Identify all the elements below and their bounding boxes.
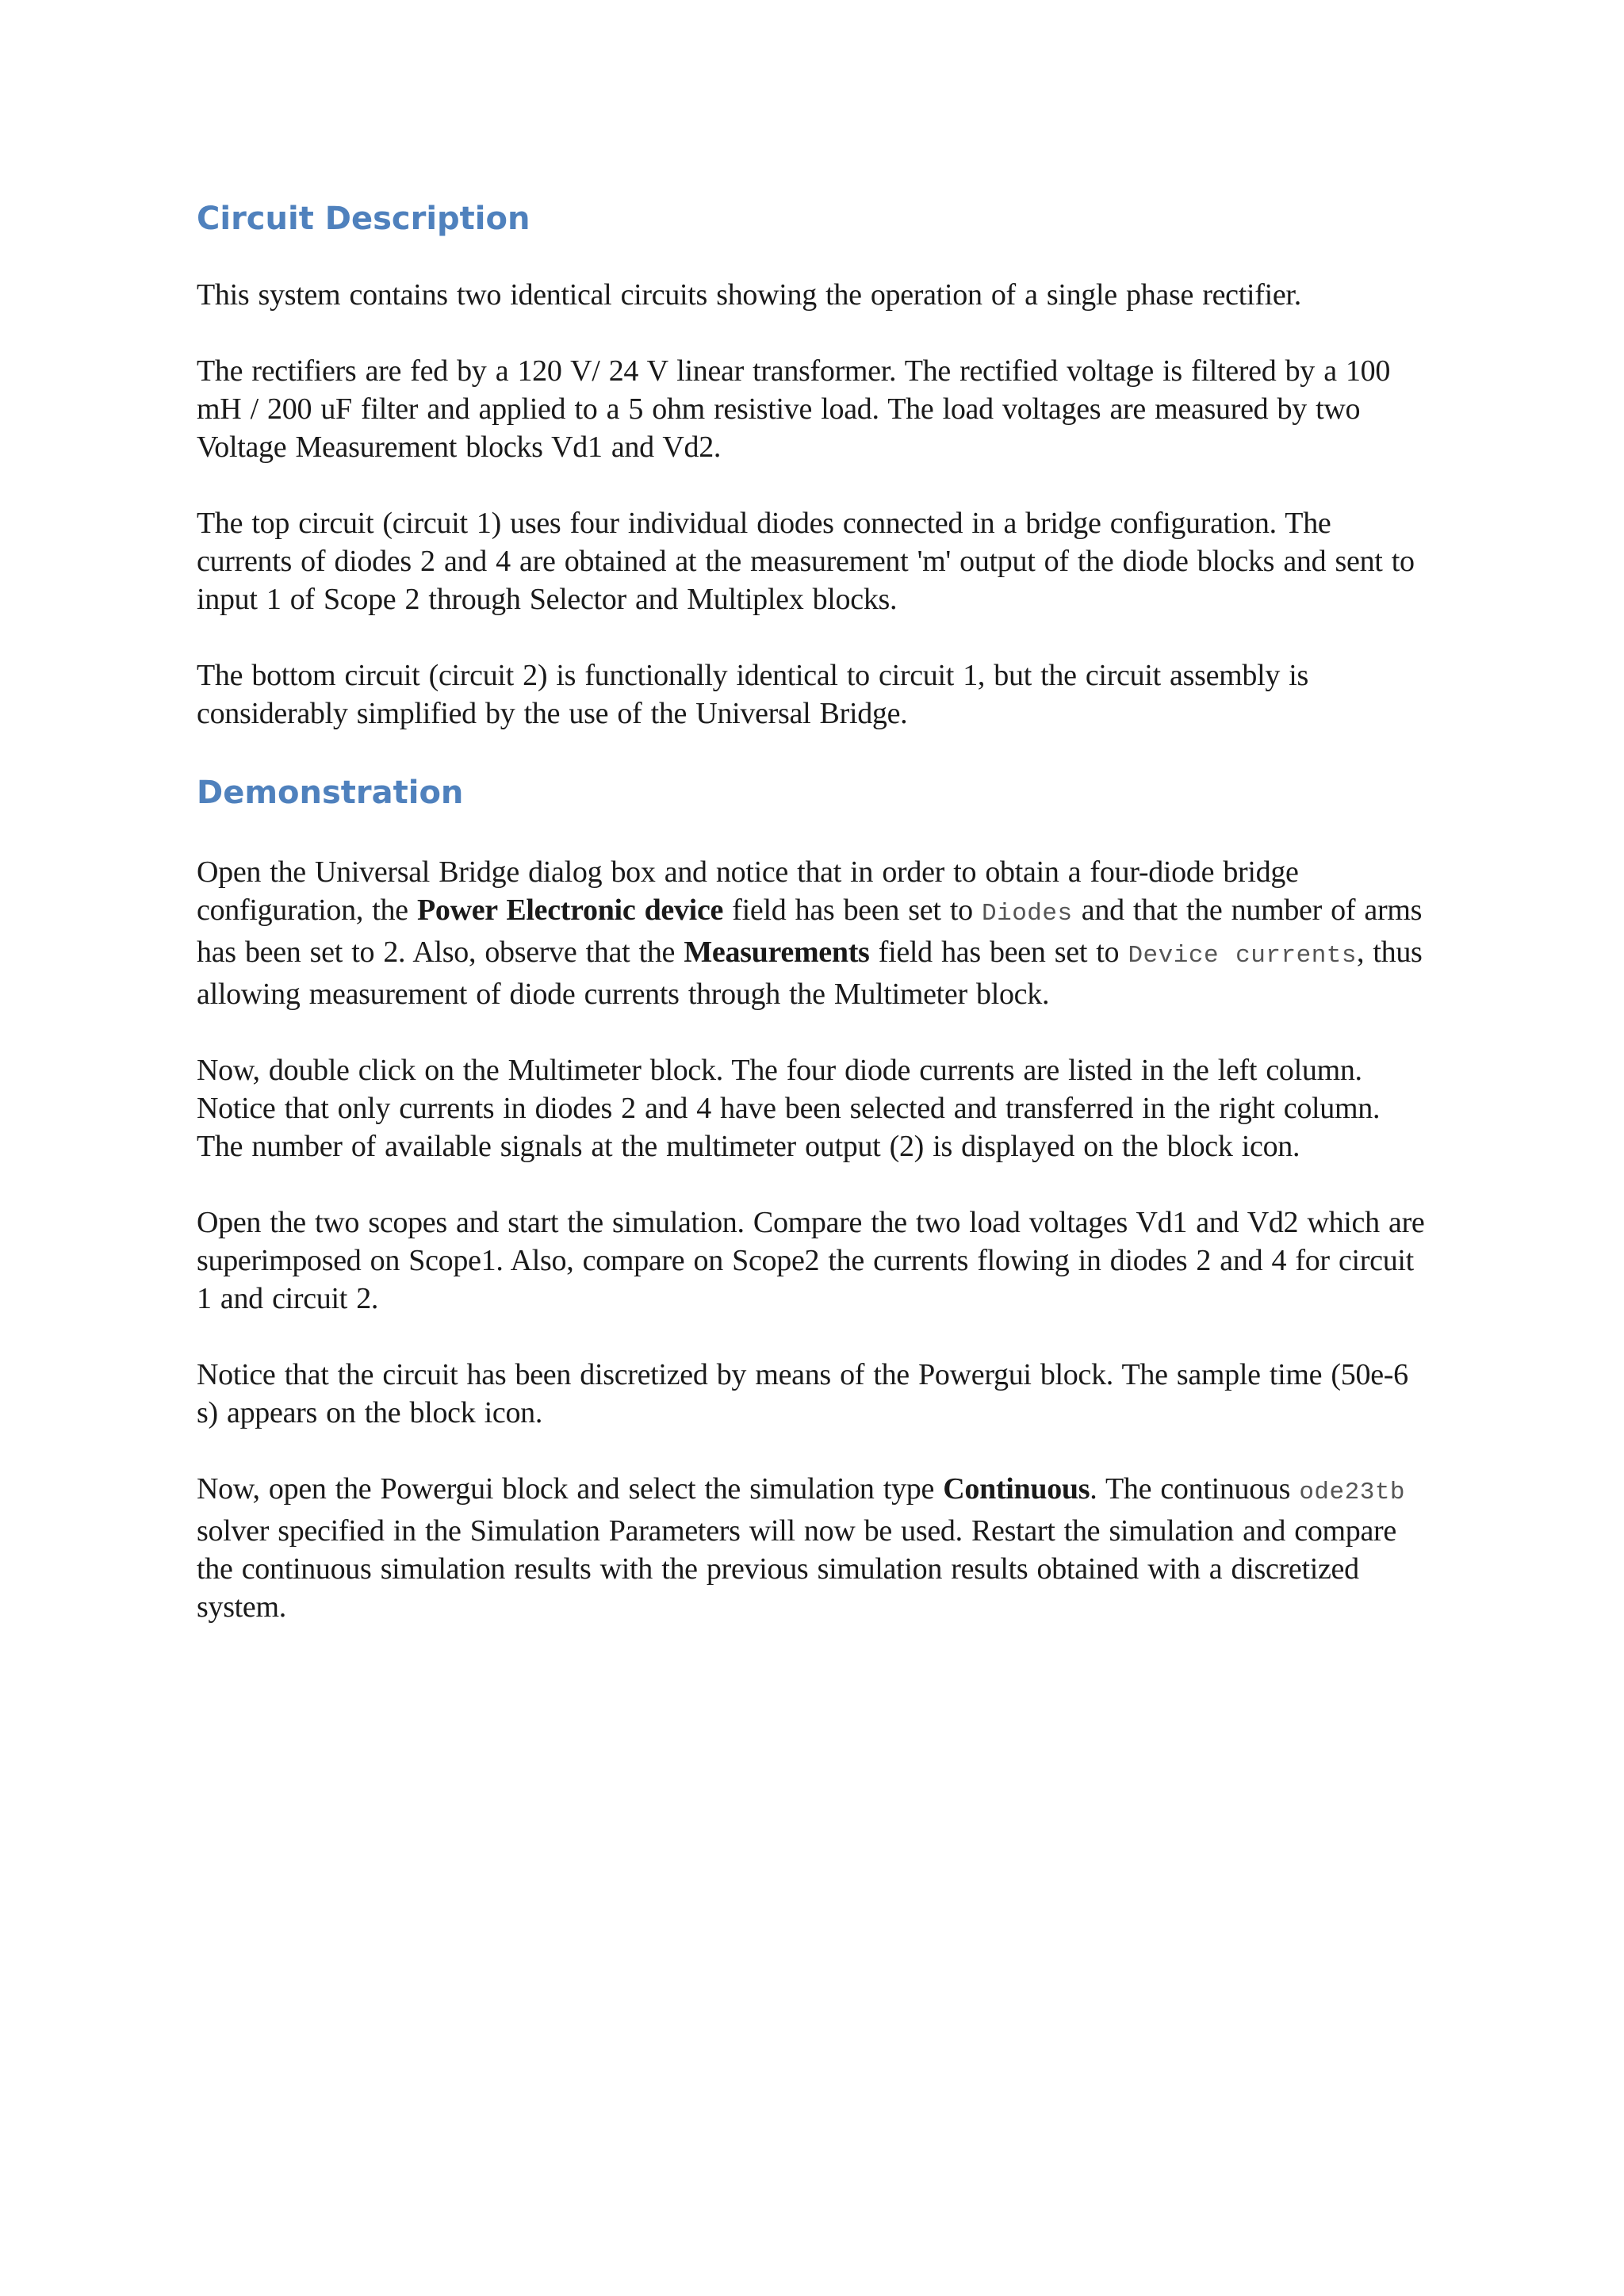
paragraph-discretized: Notice that the circuit has been discretized by means of the Powergui block. The sample time (50e-6 s) appears on the block icon. bbox=[197, 1358, 1408, 1429]
code-device-currents: Device currents bbox=[1128, 942, 1357, 970]
paragraph-universal-bridge bbox=[197, 853, 1427, 1013]
text-run: field has been set to bbox=[869, 936, 1128, 969]
heading-demonstration: Demonstration bbox=[197, 775, 464, 811]
text-run: , thus allowing measurement of diode currents through the Multimeter block. bbox=[197, 936, 1423, 1011]
heading-circuit-description: Circuit Description bbox=[197, 201, 530, 237]
paragraph-powergui bbox=[197, 1470, 1427, 1626]
paragraph-top-circuit: The top circuit (circuit 1) uses four individual diodes connected in a bridge configuration. The currents of diodes 2 and 4 are obtained at the measurement 'm' output of the diode blocks and sent to input 1 of Scope 2 through Selector and Multiplex blocks. bbox=[197, 507, 1415, 616]
text-run: . The continuous bbox=[1090, 1472, 1300, 1506]
text-run: field has been set to bbox=[723, 894, 982, 927]
code-diodes: Diodes bbox=[981, 900, 1073, 928]
code-ode23tb: ode23tb bbox=[1299, 1479, 1406, 1506]
paragraph-bottom-circuit: The bottom circuit (circuit 2) is functionally identical to circuit 1, but the circuit assembly is considerably simplified by the use of the Universal Bridge. bbox=[197, 659, 1308, 730]
text-run: Open the Universal Bridge dialog box and notice that in order to obtain a four-diode bridge configuration, the bbox=[197, 855, 1299, 927]
text-run: solver specified in the Simulation Parameters will now be used. Restart the simulation and compare the continuous simulation results with the previous simulation results obtained with a discretized system. bbox=[197, 1514, 1396, 1624]
text-run: Now, open the Powergui block and select the simulation type bbox=[197, 1472, 944, 1506]
bold-power-electronic-device: Power Electronic device bbox=[416, 894, 724, 927]
paragraph-scopes: Open the two scopes and start the simulation. Compare the two load voltages Vd1 and Vd2 which are superimposed on Scope1. Also, compare on Scope2 the currents flowing in diodes 2 and 4 for circuit 1 and circuit 2. bbox=[197, 1206, 1425, 1315]
paragraph-intro: This system contains two identical circuits showing the operation of a single phase rectifier. bbox=[197, 278, 1301, 312]
text-run: and that the number of arms has been set to 2. Also, observe that the bbox=[197, 894, 1423, 969]
bold-measurements: Measurements bbox=[684, 936, 870, 969]
paragraph-multimeter: Now, double click on the Multimeter block. The four diode currents are listed in the left column. Notice that only currents in diodes 2 and 4 have been selected and transferred in the right column. The number of available signals at the multimeter output (2) is displayed on the block icon. bbox=[197, 1054, 1381, 1163]
paragraph-rectifiers: The rectifiers are fed by a 120 V/ 24 V linear transformer. The rectified voltage is filtered by a 100 mH / 200 uF filter and applied to a 5 ohm resistive load. The load voltages are measured by two Voltage Measurement blocks Vd1 and Vd2. bbox=[197, 354, 1391, 464]
bold-continuous: Continuous bbox=[943, 1472, 1090, 1506]
